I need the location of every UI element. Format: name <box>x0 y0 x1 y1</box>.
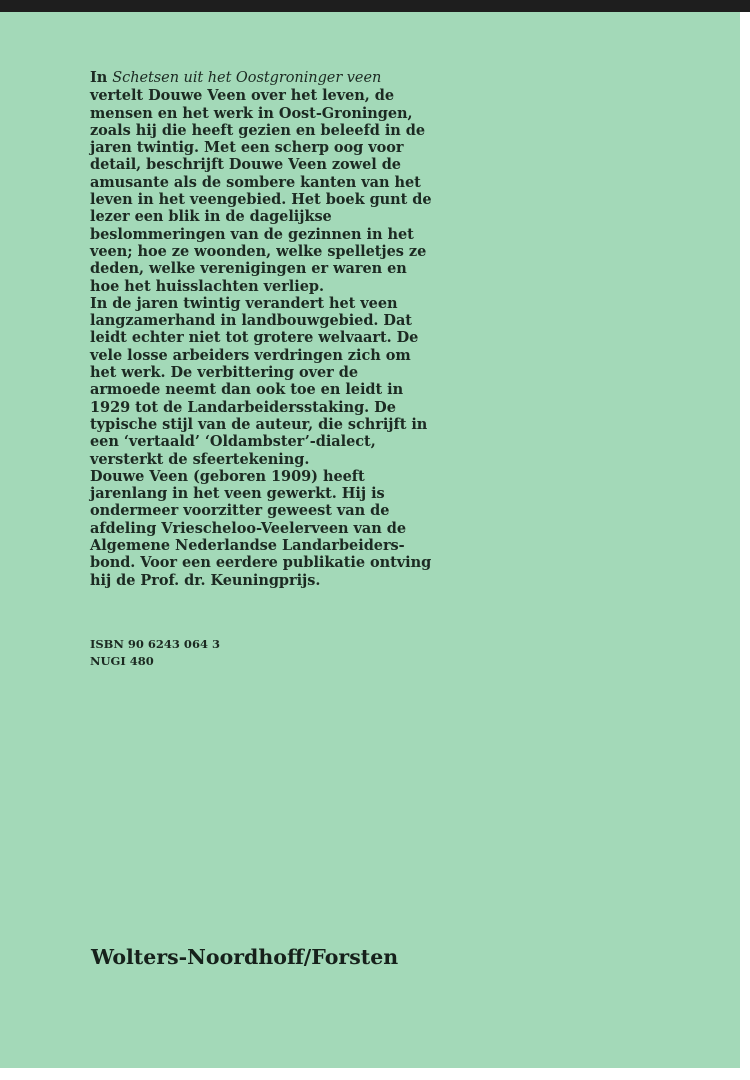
description-line: hij de Prof. dr. Keuningprijs. <box>90 571 321 589</box>
description-line: leidt echter niet tot grotere welvaart. De <box>90 329 419 347</box>
nugi-code: NUGI 480 <box>90 654 154 668</box>
description-line: typische stijl van de auteur, die schrijft in <box>90 415 428 433</box>
description-line: een ‘vertaald’ ‘Oldambster’-dialect, <box>90 433 376 451</box>
description-line: leven in het veengebied. Het boek gunt de <box>90 191 432 209</box>
description-line: armoede neemt dan ook toe en leidt in <box>90 381 404 399</box>
description-line: beslommeringen van de gezinnen in het <box>90 225 414 243</box>
scan-top-shadow <box>0 0 750 12</box>
description-line: amusante als de sombere kanten van het <box>90 173 421 191</box>
book-title: Schetsen uit het Oostgroninger veen <box>112 70 382 86</box>
description-intro-word: In <box>90 69 108 86</box>
description-line: ondermeer voorzitter geweest van de <box>90 502 390 520</box>
description-line: veen; hoe ze woonden, welke spelletjes ze <box>90 242 427 260</box>
description-line: 1929 tot de Landarbeidersstaking. De <box>90 398 396 416</box>
description-line: Douwe Veen (geboren 1909) heeft <box>90 467 365 485</box>
description-line: jarenlang in het veen gewerkt. Hij is <box>90 485 385 503</box>
publisher-name: Wolters-Noordhoff/Forsten <box>91 945 399 969</box>
scan-right-margin <box>740 12 750 1080</box>
book-codes <box>90 636 220 670</box>
description-line: het werk. De verbittering over de <box>90 364 359 382</box>
description-line: hoe het huisslachten verliep. <box>90 277 324 295</box>
description-line: Algemene Nederlandse Landarbeiders- <box>90 537 405 555</box>
description-line: langzamerhand in landbouwgebied. Dat <box>90 312 412 330</box>
description-line: bond. Voor een eerdere publikatie ontving <box>90 554 432 572</box>
description-first-line <box>90 69 450 87</box>
scan-bottom-margin <box>0 1068 750 1080</box>
description-line: versterkt de sfeertekening. <box>90 450 310 468</box>
description-line: In de jaren twintig verandert het veen <box>90 294 398 312</box>
description-line: deden, welke verenigingen er waren en <box>90 260 407 278</box>
description-line: lezer een blik in de dagelijkse <box>90 208 332 226</box>
description-line: zoals hij die heeft gezien en beleefd in de <box>90 121 426 139</box>
isbn-number: ISBN 90 6243 064 3 <box>90 637 220 651</box>
description-line: vele losse arbeiders verdringen zich om <box>90 346 411 364</box>
description-line: detail, beschrijft Douwe Veen zowel de <box>90 156 401 174</box>
description-line: jaren twintig. Met een scherp oog voor <box>90 139 404 157</box>
description-line: afdeling Vriescheloo-Veelerveen van de <box>90 519 407 537</box>
book-description <box>90 69 450 589</box>
description-line: mensen en het werk in Oost-Groningen, <box>90 104 413 122</box>
description-line: vertelt Douwe Veen over het leven, de <box>90 87 395 105</box>
